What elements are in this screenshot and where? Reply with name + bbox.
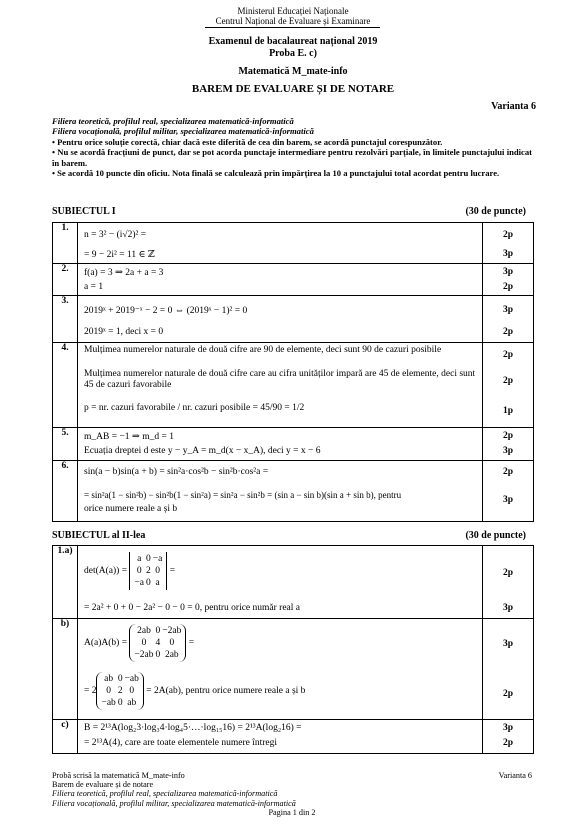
item-1c-pts-2: 2p xyxy=(502,738,514,748)
footer-line-1: Probă scrisă la matematică M_mate-info xyxy=(52,771,185,780)
table-row xyxy=(53,223,534,264)
matrix-cell: −a xyxy=(134,578,145,588)
matrix-cell: 0 xyxy=(155,566,160,576)
matrix-cell: −ab xyxy=(124,674,139,684)
item-5-pts-1: 2p xyxy=(502,431,514,441)
footer-line-4: Filiera vocațională, profilul militar, specializarea matematică-informatică xyxy=(52,798,296,808)
item-5-line-2: Ecuația dreptei d este y − y_A = m_d(x − x_A), deci y = x − 6 xyxy=(84,446,321,456)
det-label: det(A(a)) = xyxy=(84,566,128,577)
intro-rules xyxy=(52,116,532,178)
section-2-title: SUBIECTUL al II-lea xyxy=(52,530,146,541)
ministry-name: Ministerul Educației Naționale xyxy=(237,6,349,16)
item-1b-line-1: A(a)A(b) = 2ab 0 −2ab 0 4 0 −2ab 0 2ab = xyxy=(84,626,195,660)
item-1b-conclusion: = 2A(ab), pentru orice numere reale a și b xyxy=(146,686,306,697)
section-1-points: (30 de puncte) xyxy=(465,206,526,217)
item-number: 1. xyxy=(53,223,78,264)
table-row xyxy=(53,619,534,720)
matrix-cell: ab xyxy=(104,674,114,684)
table-row xyxy=(53,343,534,428)
item-1a-line-1: det(A(a)) = a 0 −a 0 2 0 −a 0 a = xyxy=(84,554,176,588)
matrix-cell: a xyxy=(155,578,160,588)
section-2-table xyxy=(52,545,534,754)
subject-title: Matematică M_mate-info xyxy=(238,66,348,77)
item-1-line-2: = 9 − 2i² = 11 ∈ ℤ xyxy=(84,250,155,260)
item-number: 1.a) xyxy=(53,546,78,619)
matrix-cell: 0 xyxy=(155,626,161,636)
item-number: c) xyxy=(53,720,78,754)
table-row xyxy=(53,296,534,343)
item-1b-pts-1: 3p xyxy=(502,639,514,649)
item-3-pts-1: 3p xyxy=(502,305,514,315)
rule-office-points: • Se acordă 10 puncte din oficiu. Nota finală se calculează prin împărțirea la 10 a punctajului total acordat pentru lucrare. xyxy=(52,168,500,179)
item-1-pts-1: 2p xyxy=(502,230,514,240)
item-2-pts-1: 3p xyxy=(502,267,514,277)
matrix-cell: −2ab xyxy=(162,626,182,636)
exam-title: Examenul de bacalaureat național 2019 xyxy=(208,36,378,47)
proba-title: Proba E. c) xyxy=(269,48,317,59)
rule-partial-points: • Nu se acordă fracțiuni de punct, dar se pot acorda punctaje intermediare pentru rezolvări parțiale, în limitele punctajului indicat în barem. xyxy=(52,147,532,168)
product-label: A(a)A(b) = xyxy=(84,638,128,649)
item-1c-pts-1: 3p xyxy=(502,723,514,733)
page-footer xyxy=(52,771,532,817)
item-3-line-1: 2019ˣ + 2019⁻ˣ − 2 = 0 ⇔ (2019ˣ − 1)² = 0 xyxy=(84,306,248,316)
item-2-line-1: f(a) = 3 ⇒ 2a + a = 3 xyxy=(84,268,164,278)
item-2-line-2: a = 1 xyxy=(84,282,104,292)
matrix-cell: 2ab xyxy=(137,626,151,636)
section-2-header xyxy=(52,530,532,541)
item-1c-line-2: = 2¹³A(4), care are toate elementele numere întregi xyxy=(84,738,278,748)
item-4-pts-1: 2p xyxy=(502,350,514,360)
page-number: Pagina 1 din 2 xyxy=(268,807,316,817)
matrix-cell: 0 xyxy=(117,674,123,684)
center-name: Centrul Național de Evaluare și Examinare xyxy=(215,16,371,26)
item-1a-pts-1: 2p xyxy=(502,568,514,578)
matrix-cell: 2 xyxy=(146,566,151,576)
table-row xyxy=(53,461,534,522)
item-6-pts-1: 2p xyxy=(502,467,514,477)
matrix-b2 xyxy=(96,672,143,710)
matrix-cell: 2 xyxy=(117,686,123,696)
variant-label: Varianta 6 xyxy=(491,101,536,112)
item-1a-pts-2: 3p xyxy=(502,603,514,613)
footer-variant: Varianta 6 xyxy=(498,771,532,780)
matrix-a xyxy=(129,552,167,590)
table-row xyxy=(53,264,534,296)
matrix-cell: 0 xyxy=(169,638,175,648)
footer-line-3: Filiera teoretică, profilul real, specializarea matematică-informatică xyxy=(52,789,278,799)
item-3-line-2: 2019ˣ = 1, deci x = 0 xyxy=(84,327,164,337)
item-5-pts-2: 3p xyxy=(502,446,514,456)
item-1-line-1: n = 3² − (i√2)² = xyxy=(84,230,147,240)
item-number: b) xyxy=(53,619,78,720)
item-4-pts-3: 1p xyxy=(502,406,514,416)
matrix-cell: 0 xyxy=(141,638,147,648)
item-1a-line-2: = 2a² + 0 + 0 − 2a² − 0 − 0 = 0, pentru orice număr real a xyxy=(84,603,300,613)
table-row xyxy=(53,720,534,754)
item-3-pts-2: 2p xyxy=(502,327,514,337)
barem-title: BAREM DE EVALUARE ȘI DE NOTARE xyxy=(191,83,395,95)
section-1-header xyxy=(52,206,532,217)
section-2-points: (30 de puncte) xyxy=(465,530,526,541)
item-6-line-2: = sin²a(1 − sin²b) − sin²b(1 − sin²a) = sin²a − sin²b = (sin a − sin b)(sin a + sin b), pentru xyxy=(84,490,402,500)
item-1c-line-1: B = 2¹³A(log₂3·log₃4·log₄5·…·log₁₅16) = 2¹³A(log₂16) = xyxy=(84,723,302,733)
matrix-cell: −2ab xyxy=(134,650,154,660)
matrix-cell: −ab xyxy=(101,698,116,708)
matrix-cell: 0 xyxy=(136,566,142,576)
matrix-cell: 0 xyxy=(155,650,161,660)
item-4-line-2: Mulțimea numerelor naturale de două cifre care au cifra unităților impară are 45 de elemente, deci sunt 45 de cazuri favorabile xyxy=(84,369,476,390)
item-1b-line-2: = 2ab 0 −ab 0 2 0 −ab 0 ab = 2A(ab), pentru orice numere reale a și b xyxy=(84,674,306,708)
item-1-pts-2: 3p xyxy=(502,249,514,259)
matrix-b1 xyxy=(129,624,186,662)
matrix-cell: 4 xyxy=(155,638,161,648)
intro-line-vocational: Filiera vocațională, profilul militar, specializarea matematică-informatică xyxy=(52,126,314,137)
item-6-line-3: orice numere reale a și b xyxy=(84,504,178,514)
header-divider xyxy=(205,27,380,28)
rule-correct-solution: • Pentru orice soluție corectă, chiar dacă este diferită de cea din barem, se acordă punctajul corespunzător. xyxy=(52,136,443,147)
item-number: 4. xyxy=(53,343,78,428)
item-number: 2. xyxy=(53,264,78,296)
item-5-line-1: m_AB = −1 ⇒ m_d = 1 xyxy=(84,432,175,442)
item-number: 3. xyxy=(53,296,78,343)
item-4-pts-2: 2p xyxy=(502,376,514,386)
item-number: 6. xyxy=(53,461,78,522)
item-4-line-1: Mulțimea numerelor naturale de două cifre are 90 de elemente, deci sunt 90 de cazuri posibile xyxy=(84,345,442,355)
header-institution xyxy=(0,6,586,26)
item-6-pts-2: 3p xyxy=(502,495,514,505)
section-1-title: SUBIECTUL I xyxy=(52,206,116,217)
matrix-cell: 0 xyxy=(117,698,123,708)
matrix-cell: 0 xyxy=(146,554,151,564)
matrix-cell: 0 xyxy=(146,578,151,588)
item-4-line-3: p = nr. cazuri favorabile / nr. cazuri posibile = 45/90 = 1/2 xyxy=(84,403,305,413)
matrix-cell: 0 xyxy=(129,686,135,696)
table-row xyxy=(53,546,534,619)
item-2-pts-2: 2p xyxy=(502,282,514,292)
matrix-cell: −a xyxy=(152,554,163,564)
section-1-table xyxy=(52,222,534,522)
matrix-cell: 0 xyxy=(106,686,112,696)
footer-line-2: Barem de evaluare și de notare xyxy=(52,780,154,790)
matrix-cell: 2ab xyxy=(164,650,179,660)
table-row xyxy=(53,428,534,461)
item-number: 5. xyxy=(53,428,78,461)
matrix-cell: a xyxy=(137,554,142,564)
matrix-cell: ab xyxy=(127,698,137,708)
intro-line-theoretical: Filiera teoretică, profilul real, specializarea matematică-informatică xyxy=(52,116,294,126)
item-1b-pts-2: 2p xyxy=(502,689,514,699)
item-6-line-1: sin(a − b)sin(a + b) = sin²a·cos²b − sin²b·cos²a = xyxy=(84,467,269,477)
